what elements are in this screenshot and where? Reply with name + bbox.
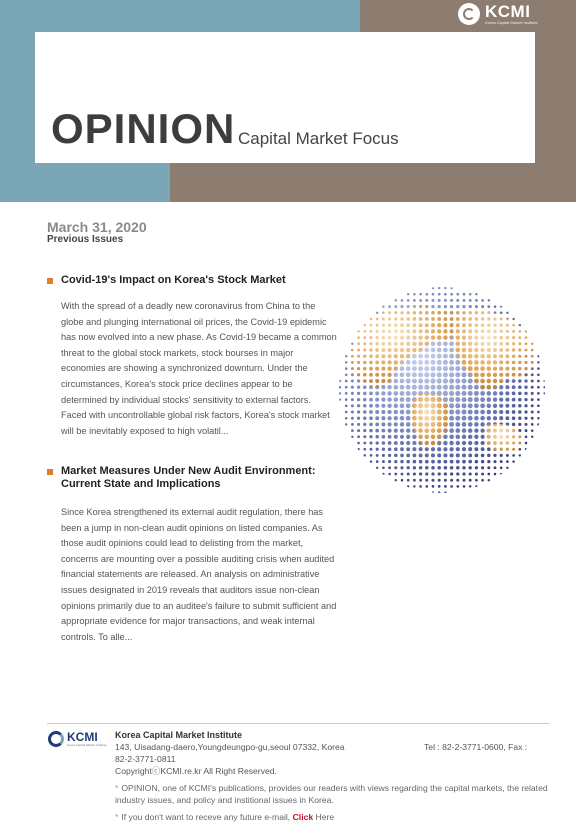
- footer-address-text: 143, Uisadang-daero,Youngdeungpo-gu,seoul 07332, Korea: [115, 742, 345, 752]
- footer-institute: Korea Capital Market Institute: [115, 730, 243, 740]
- star-icon: *: [115, 812, 119, 822]
- footer-logo-text: KCMI: [67, 730, 98, 744]
- article-title-link[interactable]: Market Measures Under New Audit Environment: Current State and Implications: [61, 465, 316, 490]
- article-summary: Since Korea strengthened its external audit regulation, there has been a jump in non-clean audit opinions on listed companies. As those audit opinions could lead to delisting from the market, concerns are mounting over a possible auditing crisis when audited financial statements are released. An analysis on administrative issues designated in 2019 reveals that auditors issue non-clean opinions primarily due to an auditee's failure to submit sufficient and appropriate evidence for major transactions, and weak internal controls. To alle...: [61, 507, 337, 642]
- footer-divider: [47, 723, 550, 724]
- title-panel: [35, 32, 535, 163]
- page-title: OPINION: [51, 105, 236, 152]
- article-2: [47, 465, 339, 645]
- footer-note-text: OPINION, one of KCMI's publications, provides our readers with views regarding the capital markets, the related industry issues, and policy and institional issues in Korea.: [115, 783, 548, 805]
- logo-subtext: Korea Capital Market Institute: [485, 20, 538, 25]
- article-1: [47, 274, 339, 439]
- kcmi-logo-icon: [48, 731, 64, 747]
- article-summary: With the spread of a deadly new coronavirus from China to the globe and plunging international oil prices, the Covid-19 epidemic has now evolved into a new phase. As Covid-19 became a common threat to the global stock markets, stock bourses in major economies are showing a synchronized downturn. Under the circumstances, Korea's stock price declines appear to be determined by individual stocks' sensitivity to external factors. Faced with uncontrollable global risk factors, Korea's stock market will be inevitably exposed to high volatil...: [61, 301, 337, 436]
- previous-issues-link[interactable]: Previous Issues: [47, 234, 124, 245]
- footer-note: [115, 783, 555, 806]
- unsubscribe-suffix: Here: [315, 812, 335, 822]
- logo-text: KCMI: [485, 2, 531, 21]
- footer-copyright: CopyrightⓒKCMI.re.kr All Right Reserved.: [115, 766, 277, 776]
- unsubscribe-prefix: If you don't want to receve any future e-mail,: [121, 812, 291, 822]
- issue-date: March 31, 2020: [47, 219, 147, 235]
- footer-unsubscribe: [115, 812, 334, 822]
- bullet-icon: [47, 469, 53, 475]
- page-subtitle: Capital Market Focus: [238, 129, 399, 148]
- header-band-brown-lower: [170, 163, 576, 202]
- footer-tel: Tel : 82-2-3771-0600, Fax :: [424, 742, 528, 752]
- footer-fax: 82-2-3771-0811: [115, 753, 176, 764]
- bullet-icon: [47, 278, 53, 284]
- star-icon: *: [115, 783, 119, 793]
- unsubscribe-click-link[interactable]: Click: [292, 812, 314, 822]
- kcmi-footer-logo[interactable]: [48, 731, 107, 747]
- dotted-globe-icon: [337, 285, 547, 495]
- footer-logo-subtext: Korea Capital Market Institute: [67, 743, 107, 747]
- article-title-link[interactable]: Covid-19's Impact on Korea's Stock Market: [61, 274, 286, 286]
- kcmi-logo-icon: [458, 3, 480, 25]
- kcmi-header-logo[interactable]: [458, 3, 538, 25]
